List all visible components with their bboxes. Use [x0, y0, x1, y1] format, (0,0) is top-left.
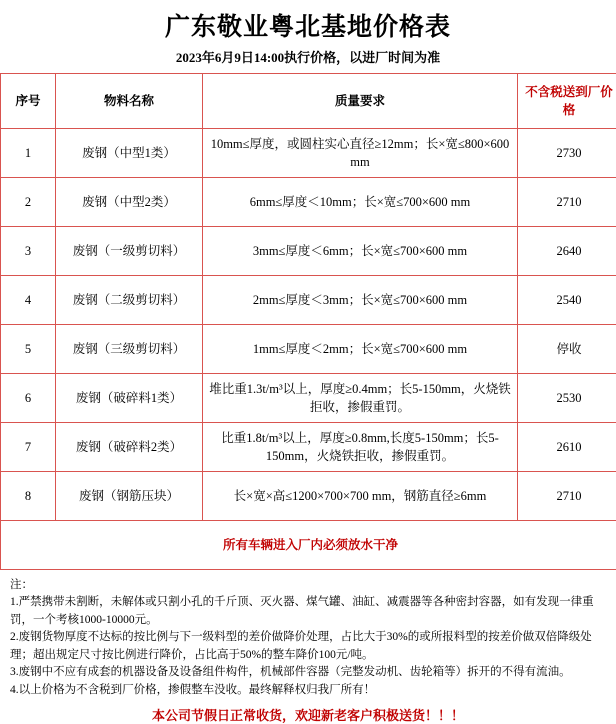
cell-index: 3: [1, 227, 56, 276]
cell-requirement: 比重1.8t/m³以上，厚度≥0.8mm,长度5-150mm；长5-150mm，火烧铁拒收，掺假重罚。: [203, 423, 518, 472]
notes-heading: 注：: [10, 577, 606, 594]
cell-price: 2710: [518, 178, 616, 227]
bottom-notice: 本公司节假日正常收货，欢迎新老客户积极送货！！！: [10, 705, 606, 724]
cell-index: 6: [1, 374, 56, 423]
table-row: [1, 178, 616, 227]
cell-requirement: 堆比重1.3t/m³以上，厚度≥0.4mm；长5-150mm，火烧铁拒收，掺假重罚。: [203, 374, 518, 423]
cell-material-name: 废钢（破碎料2类）: [56, 423, 203, 472]
cell-index: 7: [1, 423, 56, 472]
cell-requirement: 2mm≤厚度＜3mm；长×宽≤700×600 mm: [203, 276, 518, 325]
table-footer-note: 所有车辆进入厂内必须放水干净: [1, 521, 616, 570]
table-row: [1, 276, 616, 325]
table-footer-note-row: [1, 521, 616, 570]
table-row: [1, 472, 616, 521]
column-header-material-name: 物料名称: [56, 74, 203, 129]
cell-material-name: 废钢（二级剪切料）: [56, 276, 203, 325]
cell-price: 2730: [518, 129, 616, 178]
cell-index: 8: [1, 472, 56, 521]
table-row: [1, 423, 616, 472]
note-item-2: 2.废钢货物厚度不达标的按比例与下一级料型的差价做降价处理，占比大于30%的或所报料型的按差价做双倍降级处理；超出规定尺寸按比例进行降价，占比高于50%的整车降价100元/吨。: [10, 629, 606, 664]
cell-price: 2610: [518, 423, 616, 472]
cell-requirement: 长×宽×高≤1200×700×700 mm，钢筋直径≥6mm: [203, 472, 518, 521]
cell-price: 停收: [518, 325, 616, 374]
cell-price: 2540: [518, 276, 616, 325]
cell-price: 2710: [518, 472, 616, 521]
cell-material-name: 废钢（中型1类）: [56, 129, 203, 178]
table-row: [1, 129, 616, 178]
cell-index: 5: [1, 325, 56, 374]
column-header-price: 不含税送到厂价格: [518, 74, 616, 129]
price-table: [0, 73, 616, 570]
cell-material-name: 废钢（中型2类）: [56, 178, 203, 227]
cell-requirement: 6mm≤厚度＜10mm；长×宽≤700×600 mm: [203, 178, 518, 227]
cell-requirement: 3mm≤厚度＜6mm；长×宽≤700×600 mm: [203, 227, 518, 276]
page-title: 广东敬业粤北基地价格表: [0, 0, 616, 47]
column-header-quality-requirement: 质量要求: [203, 74, 518, 129]
column-header-index: 序号: [1, 74, 56, 129]
cell-material-name: 废钢（破碎料1类）: [56, 374, 203, 423]
note-item-3: 3.废钢中不应有成套的机器设备及设备组件构件，机械部件容器（完整发动机、齿轮箱等）拆开的不得有流油。: [10, 664, 606, 681]
note-item-4: 4.以上价格为不含税到厂价格，掺假整车没收。最终解释权归我厂所有！: [10, 682, 606, 699]
cell-index: 1: [1, 129, 56, 178]
notes-section: [10, 577, 606, 699]
cell-material-name: 废钢（三级剪切料）: [56, 325, 203, 374]
table-body: [1, 129, 616, 570]
cell-material-name: 废钢（钢筋压块）: [56, 472, 203, 521]
note-item-1: 1.严禁携带未割断，未解体或只割小孔的千斤顶、灭火器、煤气罐、油缸、减震器等各种密封容器，如有发现一律重罚，一个考核1000-10000元。: [10, 594, 606, 629]
table-row: [1, 227, 616, 276]
page-subtitle: 2023年6月9日14:00执行价格，以进厂时间为准: [0, 47, 616, 73]
cell-material-name: 废钢（一级剪切料）: [56, 227, 203, 276]
table-header-row: [1, 74, 616, 129]
table-row: [1, 325, 616, 374]
table-header: [1, 74, 616, 129]
cell-index: 4: [1, 276, 56, 325]
cell-requirement: 1mm≤厚度＜2mm；长×宽≤700×600 mm: [203, 325, 518, 374]
cell-price: 2530: [518, 374, 616, 423]
cell-requirement: 10mm≤厚度，或圆柱实心直径≥12mm；长×宽≤800×600 mm: [203, 129, 518, 178]
table-row: [1, 374, 616, 423]
cell-price: 2640: [518, 227, 616, 276]
cell-index: 2: [1, 178, 56, 227]
